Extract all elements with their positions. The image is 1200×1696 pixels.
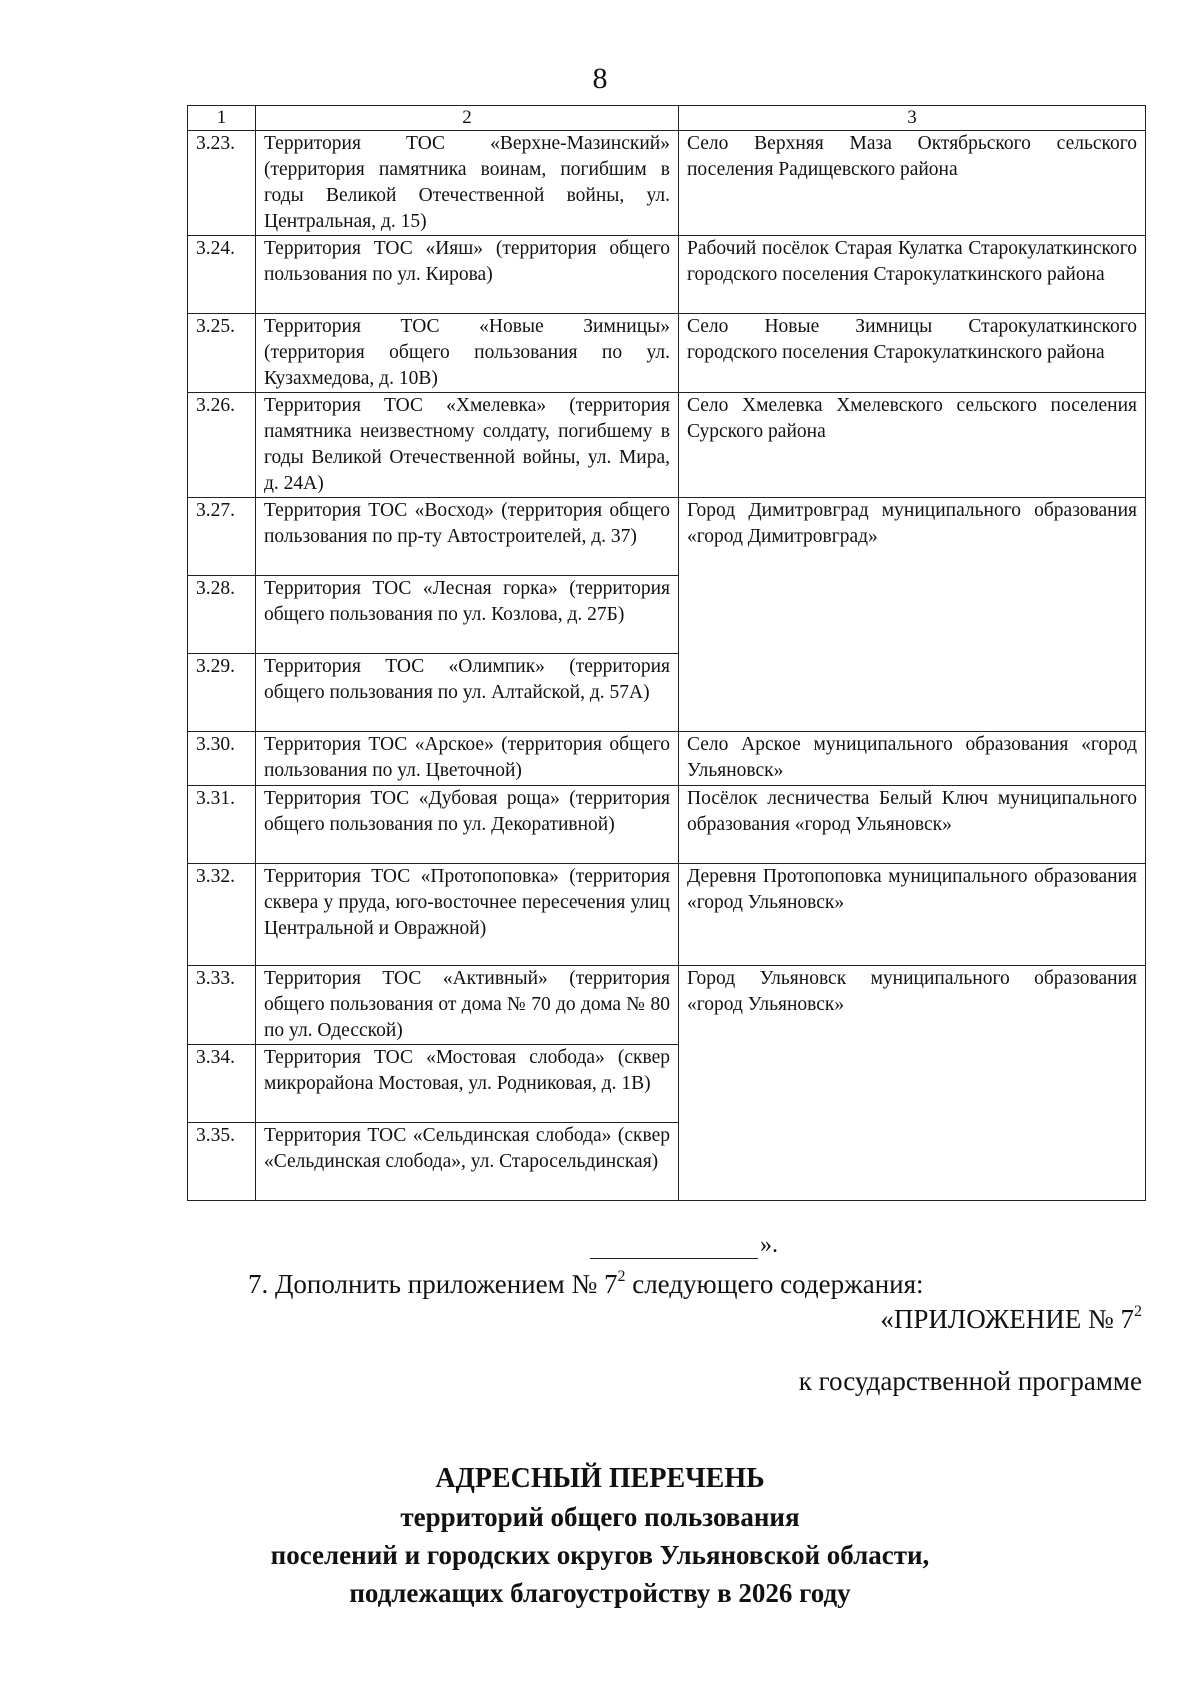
territory-table xyxy=(187,105,1146,1201)
column-header-territory: 2 xyxy=(256,106,679,131)
table-row xyxy=(188,236,1146,314)
table-row xyxy=(188,864,1146,966)
signature-line xyxy=(590,1236,758,1259)
settlement-cell: Село Новые Зимницы Старокулаткинского городского поселения Старокулаткинского района xyxy=(679,314,1146,393)
heading-line-3: поселений и городских округов Ульяновской области, xyxy=(270,1540,930,1570)
territory-cell: Территория ТОС «Ияш» (территория общего пользования по ул. Кирова) xyxy=(256,236,679,314)
row-number: 3.24. xyxy=(188,236,256,314)
table-row xyxy=(188,786,1146,864)
row-number: 3.27. xyxy=(188,498,256,576)
table-row xyxy=(188,131,1146,236)
settlement-cell: Посёлок лесничества Белый Ключ муниципального образования «город Ульяновск» xyxy=(679,786,1146,864)
appendix-text: «ПРИЛОЖЕНИЕ № 7 xyxy=(880,1304,1134,1334)
table-row xyxy=(188,314,1146,393)
territory-cell: Территория ТОС «Олимпик» (территория общего пользования по ул. Алтайской, д. 57А) xyxy=(256,654,679,732)
row-number: 3.29. xyxy=(188,654,256,732)
settlement-cell: Село Хмелевка Хмелевского сельского поселения Сурского района xyxy=(679,393,1146,498)
instruction-text-rest: следующего содержания: xyxy=(625,1269,924,1299)
row-number: 3.35. xyxy=(188,1123,256,1201)
table-row xyxy=(188,393,1146,498)
to-program-line: к государственной программе xyxy=(798,1366,1142,1396)
column-header-number: 1 xyxy=(188,106,256,131)
closing-quote xyxy=(590,1232,778,1259)
settlement-cell: Рабочий посёлок Старая Кулатка Старокулаткинского городского поселения Старокулаткинского района xyxy=(679,236,1146,314)
settlement-cell: Деревня Протопоповка муниципального образования «город Ульяновск» xyxy=(679,864,1146,966)
settlement-cell: Село Верхняя Маза Октябрьского сельского поселения Радищевского района xyxy=(679,131,1146,236)
closing-quote-mark: ». xyxy=(760,1232,778,1258)
table-header-row xyxy=(188,106,1146,131)
appendix-title xyxy=(880,1303,1142,1335)
row-number: 3.34. xyxy=(188,1045,256,1123)
heading-line-4: подлежащих благоустройству в 2026 году xyxy=(349,1578,851,1608)
row-number: 3.33. xyxy=(188,966,256,1045)
territory-cell: Территория ТОС «Верхне-Мазинский» (территория памятника воинам, погибшим в годы Великой Отечественной войны, ул. Центральная, д. 15) xyxy=(256,131,679,236)
superscript: 2 xyxy=(617,1268,626,1285)
row-number: 3.31. xyxy=(188,786,256,864)
superscript: 2 xyxy=(1134,1303,1142,1320)
page-number: 8 xyxy=(592,62,608,95)
territory-cell: Территория ТОС «Восход» (территория общего пользования по пр-ту Автостроителей, д. 37) xyxy=(256,498,679,576)
column-header-settlement: 3 xyxy=(679,106,1146,131)
settlement-cell: Город Ульяновск муниципального образования «город Ульяновск» xyxy=(679,966,1146,1201)
table-row xyxy=(188,966,1146,1045)
heading-line-2: территорий общего пользования xyxy=(400,1502,800,1532)
row-number: 3.25. xyxy=(188,314,256,393)
heading-title: АДРЕСНЫЙ ПЕРЕЧЕНЬ xyxy=(435,1463,765,1494)
row-number: 3.26. xyxy=(188,393,256,498)
add-appendix-instruction xyxy=(248,1268,924,1300)
territory-cell: Территория ТОС «Активный» (территория общего пользования от дома № 70 до дома № 80 по ул. Одесской) xyxy=(256,966,679,1045)
instruction-text: 7. Дополнить приложением № 7 xyxy=(248,1269,618,1299)
territory-cell: Территория ТОС «Сельдинская слобода» (сквер «Сельдинская слобода», ул. Старосельдинская) xyxy=(256,1123,679,1201)
territory-cell: Территория ТОС «Хмелевка» (территория памятника неизвестному солдату, погибшему в годы Великой Отечественной войны, ул. Мира, д. 24А) xyxy=(256,393,679,498)
table-row xyxy=(188,732,1146,786)
table-row xyxy=(188,498,1146,576)
territory-cell: Территория ТОС «Лесная горка» (территория общего пользования по ул. Козлова, д. 27Б) xyxy=(256,576,679,654)
territory-cell: Территория ТОС «Арское» (территория общего пользования по ул. Цветочной) xyxy=(256,732,679,786)
territory-cell: Территория ТОС «Дубовая роща» (территория общего пользования по ул. Декоративной) xyxy=(256,786,679,864)
territory-cell: Территория ТОС «Новые Зимницы» (территория общего пользования по ул. Кузахмедова, д. 10В) xyxy=(256,314,679,393)
territory-cell: Территория ТОС «Протопоповка» (территория сквера у пруда, юго-восточнее пересечения улиц Центральной и Овражной) xyxy=(256,864,679,966)
territory-cell: Территория ТОС «Мостовая слобода» (сквер микрорайона Мостовая, ул. Родниковая, д. 1В) xyxy=(256,1045,679,1123)
document-heading xyxy=(0,1460,1200,1612)
row-number: 3.23. xyxy=(188,131,256,236)
settlement-cell: Город Димитровград муниципального образования «город Димитровград» xyxy=(679,498,1146,732)
settlement-cell: Село Арское муниципального образования «город Ульяновск» xyxy=(679,732,1146,786)
row-number: 3.28. xyxy=(188,576,256,654)
row-number: 3.30. xyxy=(188,732,256,786)
row-number: 3.32. xyxy=(188,864,256,966)
